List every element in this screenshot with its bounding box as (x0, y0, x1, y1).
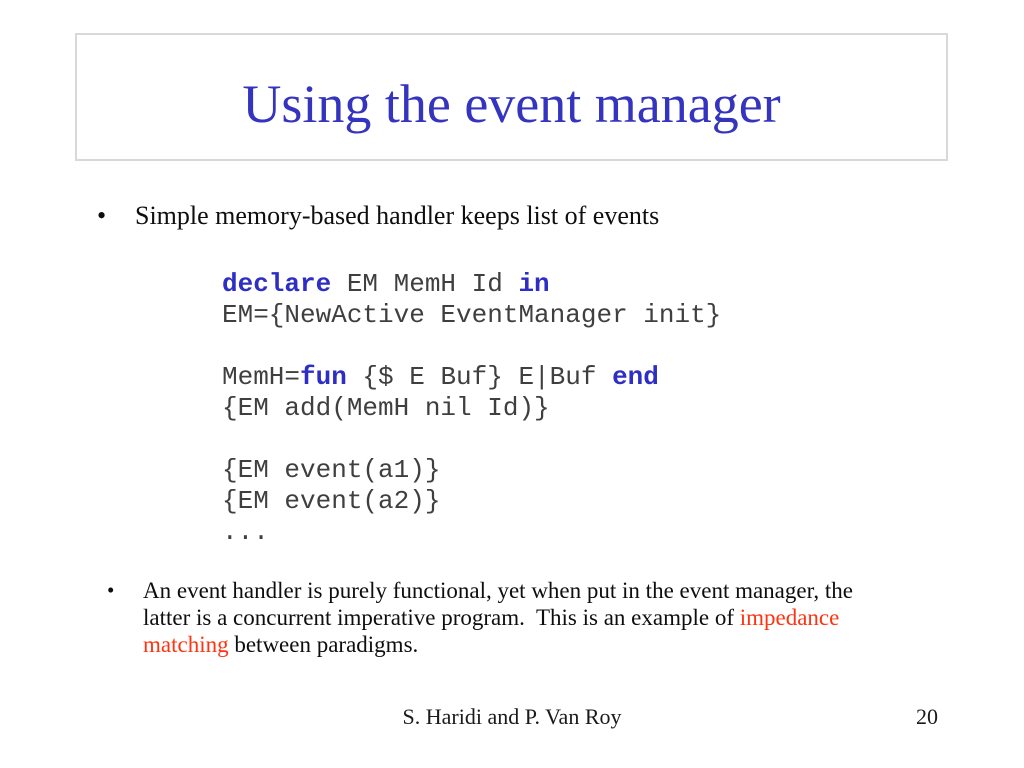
bullet-text: Simple memory-based handler keeps list of events (135, 201, 660, 230)
bullet-text: An event handler is purely functional, yet when put in the event manager, the latter is a concurrent imperative program. This is an example of impedance matching between paradigms. (143, 578, 853, 657)
page-number: 20 (916, 704, 938, 729)
bullet-icon: • (97, 201, 107, 230)
bullet-item-impedance-matching (107, 577, 853, 658)
slide-title: Using the event manager (242, 74, 781, 134)
bullet-item-simple-handler (97, 200, 659, 231)
slide-title-box (75, 33, 948, 161)
code-block: declare EM MemH Id in EM={NewActive EventManager init} MemH=fun {$ E Buf} E|Buf end {EM add(MemH nil Id)} {EM event(a1)} {EM event(a2)} ... (222, 269, 722, 547)
footer-authors: S. Haridi and P. Van Roy (402, 704, 622, 729)
bullet-icon: • (107, 578, 115, 602)
